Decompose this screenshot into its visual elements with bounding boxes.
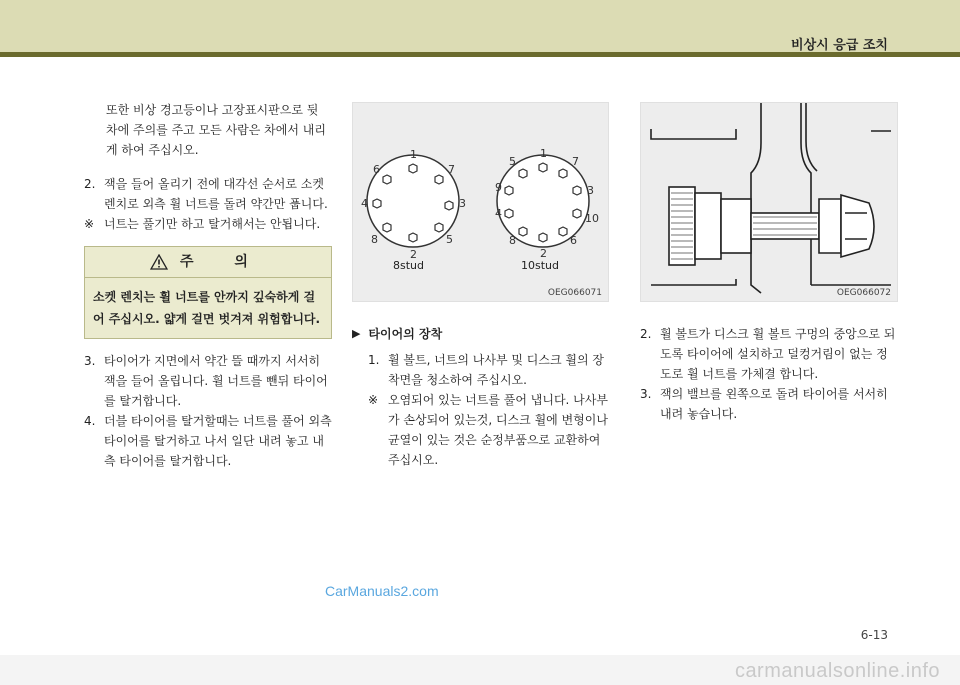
stud10-label: 10 bbox=[585, 212, 599, 225]
stud-pattern-diagram bbox=[353, 103, 608, 301]
footer-watermark: carmanualsonline.info bbox=[734, 660, 940, 682]
mount-step-3: 3. 잭의 밸브를 왼쪽으로 돌려 타이어를 서서히 내려 놓습니다. bbox=[640, 387, 888, 421]
wheel-nut-figure bbox=[640, 102, 898, 302]
page-number: 6-13 bbox=[860, 628, 888, 642]
section-title: 비상시 응급 조치 bbox=[791, 38, 888, 53]
stud10-label: 1 bbox=[540, 147, 547, 160]
stud10-label: 4 bbox=[495, 207, 502, 220]
caution-text: 소켓 렌치는 휠 너트를 안까지 깊숙하게 걸어 주십시오. 얇게 걸면 벗겨져 위험합니다. bbox=[93, 290, 321, 326]
stud8-caption: 8stud bbox=[393, 259, 424, 272]
triangle-bullet-icon: ▶ bbox=[352, 327, 361, 340]
stud8-label: 5 bbox=[446, 233, 453, 246]
stud8-label: 1 bbox=[410, 148, 417, 161]
mount-note: ※ 오염되어 있는 너트를 풀어 냅니다. 나사부가 손상되어 있는것, 디스크 휠에 변형이나 균열이 있는 것은 순정부품으로 교환하여 주십시오. bbox=[368, 393, 608, 467]
section-heading: ▶ 타이어의 장착 bbox=[352, 324, 610, 344]
stud8-label: 3 bbox=[459, 197, 466, 210]
stud10-label: 8 bbox=[509, 234, 516, 247]
mount-step-1: 1. 휠 볼트, 너트의 나사부 및 디스크 휠의 장착면을 청소하여 주십시오. bbox=[368, 353, 604, 387]
stud10-caption: 10stud bbox=[521, 259, 559, 272]
figure-code: OEG066072 bbox=[836, 288, 891, 298]
caution-box bbox=[84, 246, 332, 339]
warning-icon bbox=[150, 254, 168, 270]
step-3: 3. 타이어가 지면에서 약간 뜰 때까지 서서히 잭을 들어 올립니다. 휠 너트를 뺀뒤 타이어를 탈거합니다. bbox=[84, 354, 328, 408]
caution-header: 주 의 bbox=[85, 247, 331, 278]
stud-pattern-figure bbox=[352, 102, 609, 302]
stud10-label: 3 bbox=[587, 184, 594, 197]
mount-step-2: 2. 휠 볼트가 디스크 휠 볼트 구멍의 중앙으로 되도록 타이어에 설치하고 덜컹거림이 없는 정도로 휠 너트를 가체결 합니다. bbox=[640, 327, 896, 381]
stud10-label: 5 bbox=[509, 155, 516, 168]
stud8-label: 4 bbox=[361, 197, 368, 210]
figure-code: OEG066071 bbox=[547, 288, 602, 298]
stud10-label: 7 bbox=[572, 155, 579, 168]
step-4: 4. 더블 타이어를 탈거할때는 너트를 풀어 외측 타이어를 탈거하고 나서 일단 내려 놓고 내측 타이어를 탈거합니다. bbox=[84, 414, 332, 468]
right-column bbox=[640, 324, 896, 424]
stud8-label: 6 bbox=[373, 163, 380, 176]
watermark-link[interactable]: CarManuals2.com bbox=[325, 583, 439, 599]
left-column bbox=[84, 100, 334, 471]
stud10-label: 6 bbox=[570, 234, 577, 247]
middle-column bbox=[352, 324, 610, 470]
stud8-label: 8 bbox=[371, 233, 378, 246]
intro-paragraph: 또한 비상 경고등이나 고장표시판으로 뒷 차에 주의를 주고 모든 사람은 차에서 내리 게 하여 주십시오. bbox=[106, 103, 326, 157]
stud10-label: 2 bbox=[540, 247, 547, 260]
stud8-label: 2 bbox=[410, 248, 417, 261]
note: ※ 너트는 풀기만 하고 탈거해서는 안됩니다. bbox=[84, 217, 321, 231]
stud8-label: 7 bbox=[448, 163, 455, 176]
step-2: 2. 잭을 들어 올리기 전에 대각선 순서로 소켓 렌치로 외측 휠 너트를 돌려 약간만 풉니다. bbox=[84, 177, 328, 211]
stud10-label: 9 bbox=[495, 181, 502, 194]
wheel-nut-diagram bbox=[641, 103, 897, 301]
